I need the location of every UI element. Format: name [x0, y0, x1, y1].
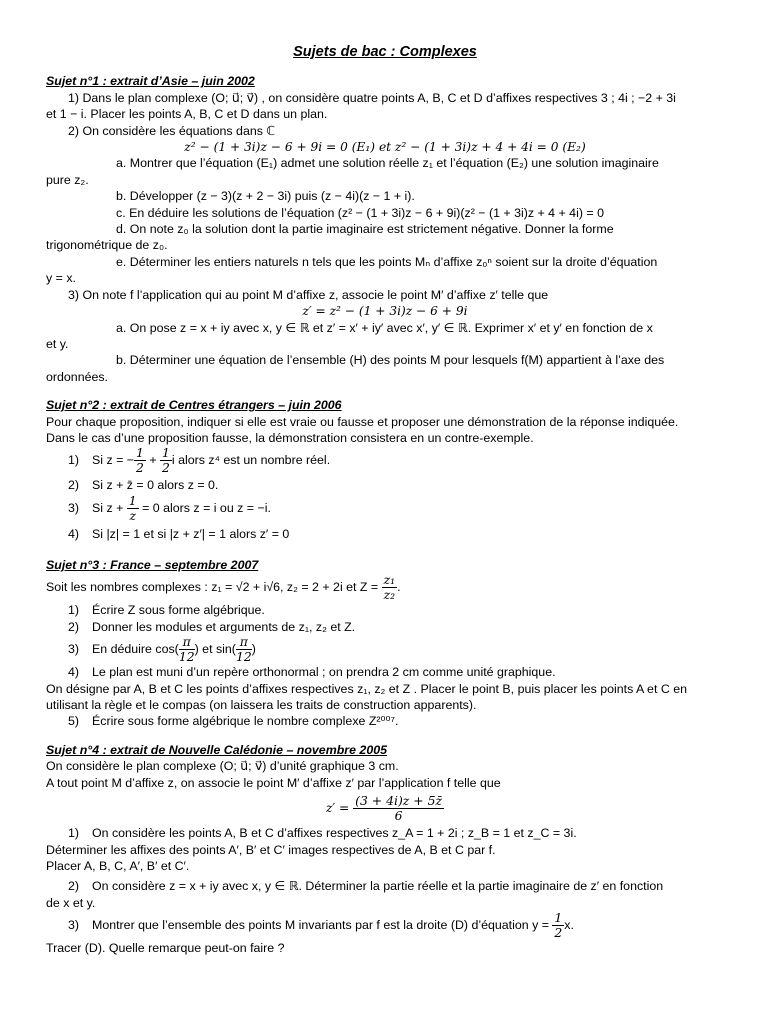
s4-q2-text: On considère z = x + iy avec x, y ∈ ℝ. Déterminer la partie réelle et la partie imaginaire de z′ en fonction [92, 879, 664, 894]
s1-line-3b-cont: ordonnées. [46, 369, 109, 384]
s1-line-c: c. En déduire les solutions de l’équation (z² − (1 + 3i)z − 6 + 9i)(z² − (1 + 3i)z + 4 + 4i) = 0 [116, 205, 604, 220]
s2-item-4 [46, 523, 724, 545]
fraction [179, 635, 195, 664]
s2-item-2 [46, 477, 724, 493]
s1-line-3a: a. On pose z = x + iy avec x, y ∈ ℝ et z′ = x′ + iy′ avec x′, y′ ∈ ℝ. Exprimer x′ et y′ en fonction de x [116, 320, 653, 335]
s1-line-3: 2) On considère les équations dans ℂ [68, 123, 276, 138]
s1-line-d-cont: trigonométrique de z₀. [46, 238, 168, 253]
item-number: 1) [68, 603, 80, 618]
fraction [552, 911, 564, 940]
fraction [353, 794, 444, 823]
s3-item-5 [46, 713, 724, 729]
item-number: 5) [68, 714, 80, 729]
numerator: (3 + 4i)z + 5z̄ [355, 793, 442, 809]
fraction [382, 572, 401, 603]
sujet-2 [46, 397, 724, 545]
s1-line-b: b. Développer (z − 3)(z + 2 − 3i) puis (z − 4i)(z − 1 + i). [116, 189, 415, 204]
s3-item-3-b: et sin [198, 641, 232, 656]
s4-q3-a: Montrer que l’ensemble des points M invariants par f est la droite (D) d’équation y = [92, 918, 553, 933]
s1-line-a-cont: pure z₂. [46, 172, 89, 187]
s3-para-2: utilisant la règle et le compas (on laissera les traits de construction apparents). [46, 698, 477, 712]
item-number: 4) [68, 665, 80, 680]
s4-q3c: Tracer (D). Quelle remarque peut-on faire ? [46, 941, 285, 956]
item-number: 1) [68, 826, 80, 841]
fraction [134, 446, 146, 475]
page-title: Sujets de bac : Complexes [293, 44, 477, 60]
s2-intro-1: Pour chaque proposition, indiquer si elle est vraie ou fausse et proposer une démonstration de la réponse indiquée. [46, 414, 679, 429]
denominator: 2 [554, 925, 563, 941]
s3-intro [46, 573, 724, 602]
s1-equations: z² − (1 + 3i)z − 6 + 9i = 0 (E₁) et z² − (1 + 3i)z + 4 + 4i = 0 (E₂) [184, 140, 586, 155]
numerator: π [236, 635, 252, 650]
s1-line-e-cont: y = x. [46, 271, 76, 286]
s4-line-2: A tout point M d’affixe z, on associe le point M′ d’affixe z′ par l’application f telle que [46, 775, 501, 790]
s3-item-3-a: En déduire cos [92, 641, 175, 656]
s3-para-1: On désigne par A, B et C les points d’affixes respectives z₁, z₂ et Z . Placer le point B, puis placer les points A et C en [46, 681, 688, 696]
s3-item-2 [46, 619, 724, 635]
denominator: 12 [235, 649, 252, 665]
numerator: 1 [128, 492, 137, 508]
s1-line-e: e. Déterminer les entiers naturels n tels que les points Mₙ d’affixe z₀ⁿ soient sur la droite d’équation [116, 254, 658, 269]
item-number: 2) [68, 879, 80, 894]
s3-item-1-text: Écrire Z sous forme algébrique. [92, 603, 265, 618]
s3-intro-b: . [397, 579, 401, 594]
s4-line-1: On considère le plan complexe (O; u⃗; v⃗) d’unité graphique 3 cm. [46, 759, 399, 774]
s4-eq-left: z′ = [325, 801, 354, 816]
fraction [160, 446, 172, 475]
numerator: π [179, 635, 195, 650]
fraction [127, 494, 139, 523]
denominator: z [129, 507, 136, 523]
s1-line-2: et 1 − i. Placer les points A, B, C et D dans un plan. [46, 107, 328, 122]
s2-item-3 [46, 494, 724, 523]
denominator: 2 [136, 460, 144, 476]
s3-item-5-text: Écrire sous forme algébrique le nombre complexe Z²⁰⁰⁷. [92, 714, 399, 729]
item-number: 3) [68, 918, 80, 933]
sujet-1-heading: Sujet n°1 : extrait d’Asie – juin 2002 [46, 74, 255, 89]
s3-item-2-text: Donner les modules et arguments de z₁, z₂ et Z. [92, 619, 356, 634]
s3-item-4 [46, 664, 724, 680]
s1-line-3b: b. Déterminer une équation de l’ensemble (H) des points M pour lesquels f(M) appartient à l’axe des [116, 353, 665, 368]
s1-line-d: d. On note z₀ la solution dont la partie imaginaire est strictement négative. Donner la forme [116, 222, 614, 237]
s3-item-3: 3) En déduire cos( $\frac{\pi}{12}$ ) et sin( $\frac{\pi}{12}$ ) [68, 634, 256, 665]
s1-line-a: a. Montrer que l’équation (E₁) admet une solution réelle z₁ et l’équation (E₂) une solution imaginaire [116, 156, 659, 171]
fraction [236, 635, 252, 664]
s2-item-1 [46, 446, 724, 475]
numerator: z₁ [383, 572, 396, 588]
item-number: 2) [68, 478, 80, 493]
s1-line-3a-cont: et y. [46, 336, 69, 351]
s2-item-1-c: i alors z⁴ est un nombre réel. [171, 453, 331, 468]
s4-q3 [46, 911, 724, 940]
denominator: 2 [162, 460, 170, 476]
s4-q2 [46, 878, 724, 894]
s4-equation [46, 793, 724, 823]
s1-map-equation: z′ = z² − (1 + 3i)z − 6 + 9i [302, 304, 468, 319]
s4-q1b: Déterminer les affixes des points A′, B′ et C′ images respectives de A, B et C par f. [46, 842, 496, 857]
s1-line-1: 1) Dans le plan complexe (O; u⃗; v⃗) , on considère quatre points A, B, C et D d’affixes respectives 3 ; 4i ; −2 + 3i [68, 90, 676, 105]
denominator: 6 [394, 808, 403, 824]
s3-item-4-text: Le plan est muni d’un repère orthonormal ; on prendra 2 cm comme unité graphique. [92, 665, 556, 680]
s2-item-2-text: Si z + z̄ = 0 alors z = 0. [92, 478, 219, 493]
sujet-1 [46, 73, 724, 385]
item-number: 1) [68, 453, 80, 468]
item-number: 2) [68, 619, 80, 634]
sujet-2-heading: Sujet n°2 : extrait de Centres étrangers – juin 2006 [46, 398, 342, 413]
sujet-4-heading: Sujet n°4 : extrait de Nouvelle Calédonie – novembre 2005 [46, 742, 387, 757]
denominator: 12 [178, 649, 195, 665]
item-number: 3) [68, 641, 80, 656]
s4-q3-b: x. [564, 918, 574, 933]
sujet-4 [46, 742, 724, 957]
s4-q2b: de x et y. [46, 895, 96, 910]
item-number: 4) [68, 526, 80, 541]
s4-q1-text: On considère les points A, B et C d’affixes respectives z_A = 1 + 2i ; z_B = 1 et z_C = 3i. [92, 826, 577, 841]
item-number: 3) [68, 500, 80, 515]
s2-item-1-a: Si z = − [92, 453, 135, 468]
s2-intro-2: Dans le cas d’une proposition fausse, la démonstration consistera en un contre-exemple. [46, 430, 534, 445]
s2-item-3-c: = 0 alors z = i ou z = −i. [138, 500, 271, 515]
sujet-3 [46, 557, 724, 730]
sujet-3-heading: Sujet n°3 : France – septembre 2007 [46, 557, 259, 572]
s2-item-4-text: Si |z| = 1 et si |z + z′| = 1 alors z′ = 0 [92, 526, 290, 541]
numerator: 1 [554, 910, 563, 926]
s3-item-1 [46, 602, 724, 618]
denominator: z₂ [383, 587, 396, 603]
s4-q1c: Placer A, B, C, A′, B′ et C′. [46, 859, 190, 874]
s4-q1 [46, 825, 724, 841]
numerator: 1 [162, 445, 170, 461]
s2-item-1-b: + [145, 453, 161, 468]
s3-intro-a: Soit les nombres complexes : z₁ = √2 + i√6, z₂ = 2 + 2i et Z = [46, 579, 382, 594]
s1-line-3-q: 3) On note f l’application qui au point M d’affixe z, associe le point M′ d’affixe z′ telle que [68, 287, 549, 302]
numerator: 1 [136, 445, 144, 461]
s2-item-3-a: Si z + [92, 500, 127, 515]
